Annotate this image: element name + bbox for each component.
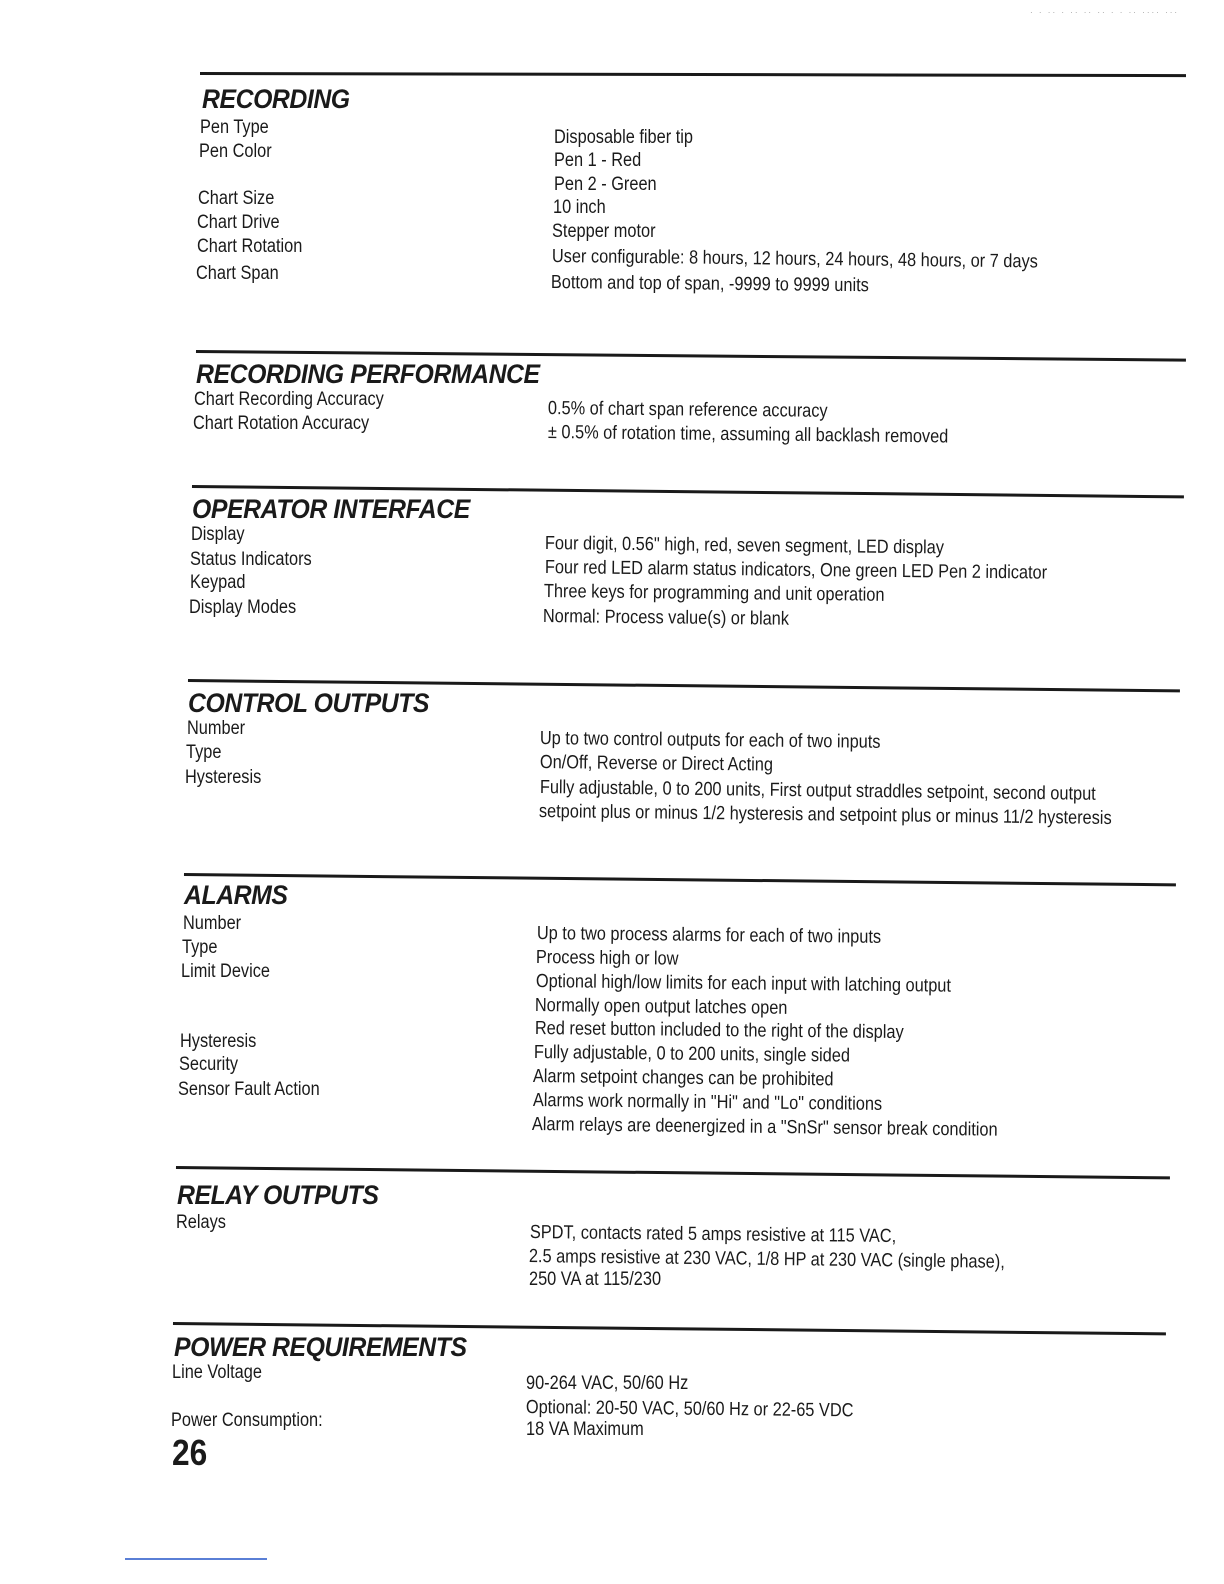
spec-label: Sensor Fault Action (178, 1079, 320, 1100)
section-heading: RECORDING PERFORMANCE (196, 359, 540, 389)
section-heading: RECORDING (202, 84, 350, 114)
section-rule (176, 1166, 1170, 1179)
section-heading: POWER REQUIREMENTS (174, 1332, 467, 1362)
spec-label: Hysteresis (185, 767, 262, 788)
spec-label: Pen Type (200, 117, 269, 138)
spec-label: Pen Color (199, 141, 272, 162)
spec-value: Bottom and top of span, -9999 to 9999 units (550, 271, 869, 297)
spec-label: Number (187, 718, 246, 739)
page-number: 26 (172, 1432, 208, 1473)
spec-value: Pen 2 - Green (554, 174, 657, 195)
spec-value: ± 0.5% of rotation time, assuming all backlash removed (547, 421, 949, 448)
spec-label: Keypad (190, 572, 246, 593)
spec-value: Disposable fiber tip (554, 127, 693, 148)
spec-label: Chart Rotation Accuracy (193, 413, 370, 434)
spec-value: 2.5 amps resistive at 230 VAC, 1/8 HP at 230 VAC (single phase), (528, 1246, 1005, 1273)
spec-label: Chart Recording Accuracy (194, 389, 384, 410)
spec-label: Limit Device (181, 961, 270, 982)
spec-value: User configurable: 8 hours, 12 hours, 24 hours, 48 hours, or 7 days (551, 245, 1038, 273)
spec-value: Four red LED alarm status indicators, One green LED Pen 2 indicator (544, 556, 1048, 584)
spec-value: Fully adjustable, 0 to 200 units, single sided (533, 1042, 851, 1067)
spec-label: Chart Span (196, 263, 279, 284)
spec-value: Fully adjustable, 0 to 200 units, First output straddles setpoint, second output (539, 776, 1096, 805)
spec-label: Hysteresis (180, 1031, 257, 1052)
spec-label: Chart Drive (197, 212, 280, 233)
section-heading: OPERATOR INTERFACE (192, 494, 470, 524)
spec-value: Pen 1 - Red (554, 150, 642, 171)
spec-value: 18 VA Maximum (526, 1419, 644, 1440)
section-heading: RELAY OUTPUTS (177, 1180, 379, 1210)
spec-label: Relays (176, 1212, 226, 1233)
spec-value: Alarms work normally in "Hi" and "Lo" conditions (532, 1090, 883, 1115)
spec-value: 90-264 VAC, 50/60 Hz (526, 1373, 689, 1394)
spec-value: Up to two control outputs for each of two inputs (539, 727, 881, 753)
spec-value: Normal: Process value(s) or blank (542, 605, 790, 630)
spec-value: Red reset button included to the right of the display (534, 1017, 904, 1044)
spec-label: Chart Size (198, 188, 275, 209)
spec-value: Optional: 20-50 VAC, 50/60 Hz or 22-65 VDC (525, 1397, 854, 1422)
spec-value: setpoint plus or minus 1/2 hysteresis and setpoint plus or minus 11/2 hysteresis (538, 800, 1112, 829)
section-rule (200, 72, 1186, 77)
spec-value: Stepper motor (552, 221, 656, 242)
spec-label: Type (186, 742, 222, 763)
spec-label: Chart Rotation (197, 236, 303, 257)
spec-label: Type (182, 937, 218, 958)
spec-value: Three keys for programming and unit operation (543, 580, 885, 606)
spec-value: On/Off, Reverse or Direct Acting (539, 751, 774, 776)
spec-value: 10 inch (553, 197, 606, 218)
spec-value: Alarm setpoint changes can be prohibited (532, 1066, 834, 1091)
spec-value: Alarm relays are deenergized in a "SnSr" sensor break condition (531, 1114, 998, 1141)
spec-label: Display Modes (189, 597, 297, 618)
section-heading: CONTROL OUTPUTS (188, 688, 430, 718)
spec-label: Status Indicators (190, 549, 312, 570)
spec-value: Up to two process alarms for each of two inputs (536, 922, 882, 948)
spec-label: Line Voltage (172, 1362, 262, 1383)
spec-label: Power Consumption: (171, 1410, 323, 1431)
spec-value: Process high or low (535, 946, 679, 970)
section-heading: ALARMS (184, 880, 288, 910)
scan-artifact: · · ·· · ·· ·· ·· · · ·· ···· ··· (1030, 8, 1180, 17)
section-rule (184, 873, 1176, 886)
spec-label: Security (179, 1054, 239, 1075)
footer-rule (125, 1558, 267, 1560)
spec-value: 250 VA at 115/230 (529, 1269, 662, 1290)
spec-value: Optional high/low limits for each input with latching output (535, 970, 952, 997)
spec-value: SPDT, contacts rated 5 amps resistive at 115 VAC, (529, 1222, 897, 1248)
spec-value: 0.5% of chart span reference accuracy (547, 397, 828, 422)
spec-value: Normally open output latches open (534, 994, 788, 1019)
spec-label: Display (191, 524, 245, 545)
spec-label: Number (183, 913, 242, 934)
spec-value: Four digit, 0.56" high, red, seven segment, LED display (544, 532, 945, 559)
